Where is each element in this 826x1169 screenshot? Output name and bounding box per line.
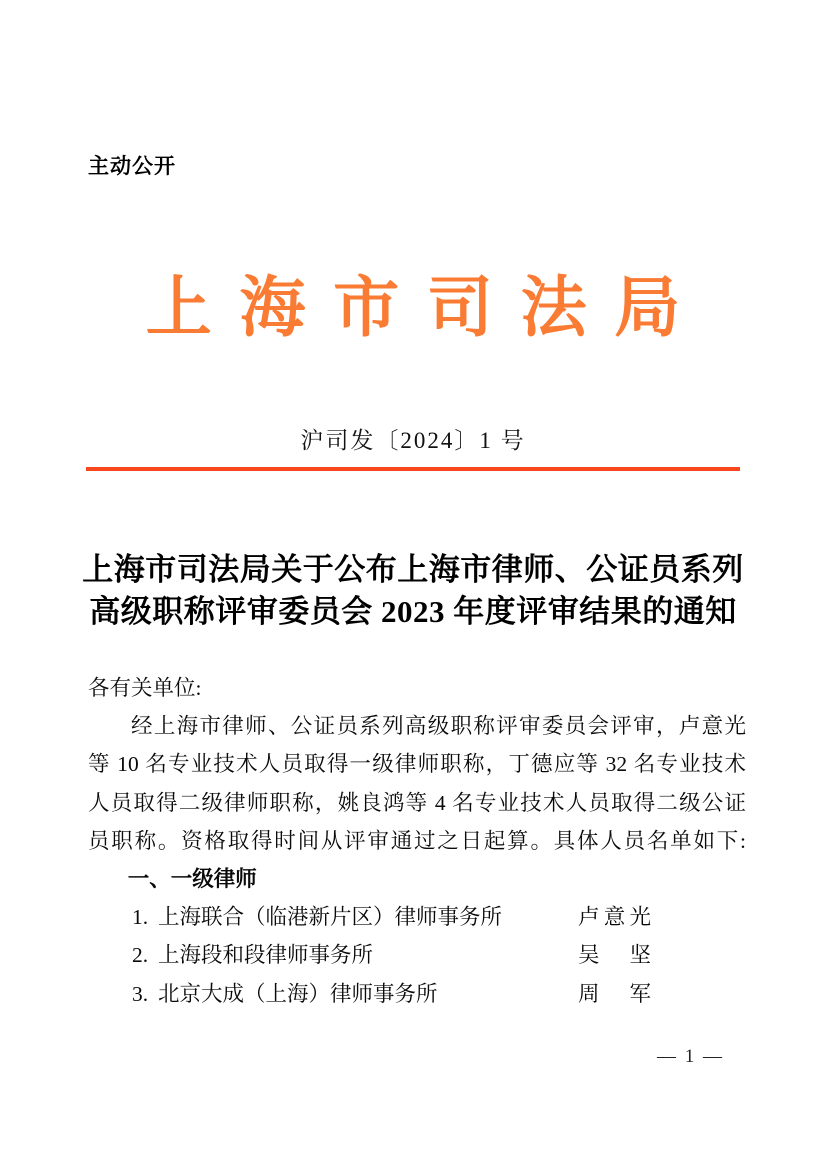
section-heading-first-grade-lawyers: 一、一级律师 bbox=[127, 867, 257, 892]
document-body bbox=[88, 669, 746, 1013]
list-item bbox=[88, 936, 746, 974]
list-item bbox=[88, 898, 746, 936]
classification-label: 主动公开 bbox=[88, 155, 176, 178]
list-item-firm: 北京大成（上海）律师事务所 bbox=[158, 981, 438, 1006]
document-title-line2: 高级职称评审委员会 2023 年度评审结果的通知 bbox=[89, 594, 737, 629]
document-title-line1: 上海市司法局关于公布上海市律师、公证员系列 bbox=[82, 552, 744, 587]
list-item-person-name: 卢意光 bbox=[578, 905, 651, 930]
paragraph-line: 人员取得二级律师职称，姚良鸿等 4 名专业技术人员取得二级公证 bbox=[88, 790, 746, 815]
paragraph-line: 员职称。资格取得时间从评审通过之日起算。具体人员名单如下: bbox=[88, 828, 746, 853]
list-item-person-name: 吴坚 bbox=[578, 943, 651, 968]
list-item-person-name: 周军 bbox=[578, 981, 651, 1006]
list-item bbox=[88, 975, 746, 1013]
list-item-number: 2. bbox=[132, 943, 149, 968]
list-item-number: 3. bbox=[132, 981, 149, 1006]
document-title bbox=[40, 549, 786, 633]
paragraph-line: 经上海市律师、公证员系列高级职称评审委员会评审，卢意光 bbox=[131, 714, 746, 739]
header-divider-rule bbox=[86, 467, 740, 471]
list-item-number: 1. bbox=[132, 905, 149, 930]
page-number: — 1 — bbox=[657, 1046, 724, 1067]
document-number: 沪司发〔2024〕1 号 bbox=[300, 428, 526, 453]
agency-title: 上海市司法局 bbox=[145, 272, 709, 345]
paragraph-line: 等 10 名专业技术人员取得一级律师职称，丁德应等 32 名专业技术 bbox=[88, 752, 746, 777]
salutation: 各有关单位: bbox=[88, 676, 202, 700]
list-item-firm: 上海段和段律师事务所 bbox=[158, 943, 374, 968]
list-item-firm: 上海联合（临港新片区）律师事务所 bbox=[158, 905, 503, 930]
